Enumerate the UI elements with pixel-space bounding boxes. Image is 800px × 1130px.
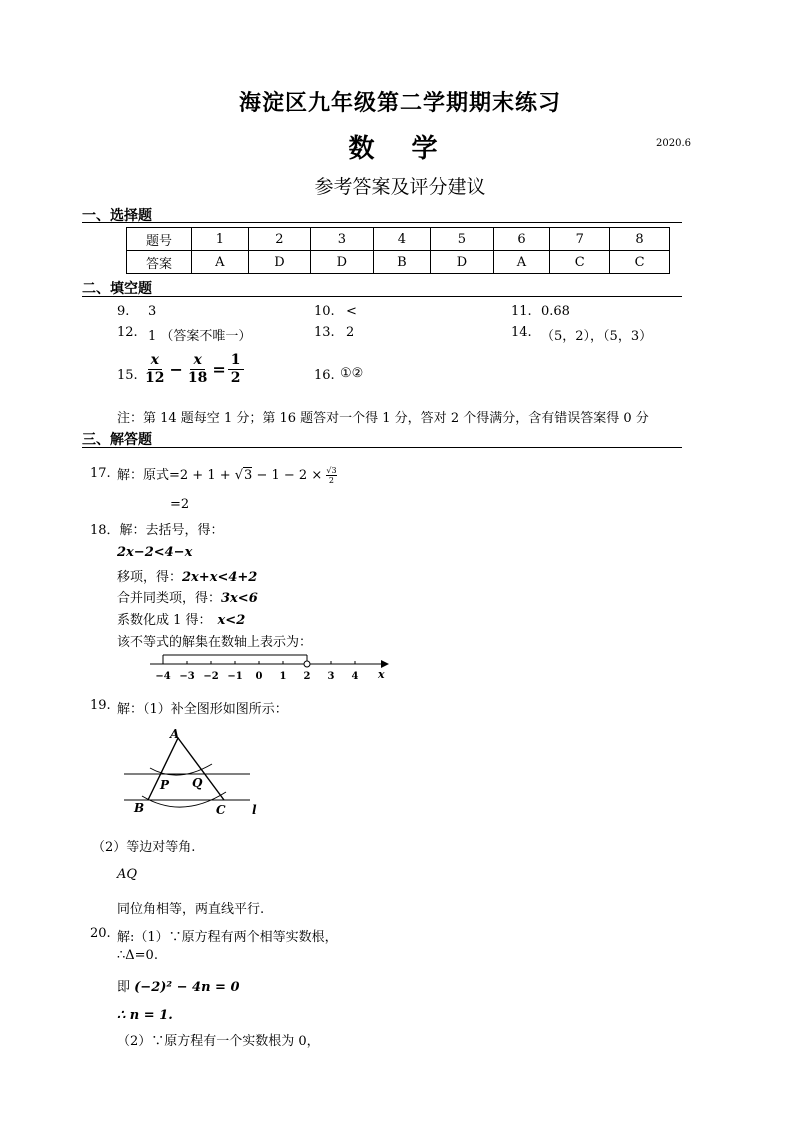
table-cell: D [311, 251, 373, 274]
point-label-p: P [160, 778, 170, 792]
solution-line: 该不等式的解集在数轴上表示为： [117, 635, 313, 650]
table-cell: 1 [192, 228, 249, 251]
problem-number: 20. [90, 926, 111, 941]
numerator: x [148, 352, 162, 370]
point-label-a: A [170, 727, 180, 741]
axis-label: x [378, 668, 385, 681]
solution-line: 解：（1）补全图形如图所示： [117, 702, 288, 717]
denominator: 2 [328, 476, 334, 485]
number-line-diagram [145, 652, 395, 688]
open-circle-point [304, 661, 310, 667]
question-number: 16. [314, 368, 335, 383]
solution-line: （2）等边对等角. [92, 840, 196, 855]
table-cell: 4 [373, 228, 431, 251]
equation: 2x−2<4−x [117, 545, 193, 560]
solution-line [117, 464, 337, 485]
table-cell: A [493, 251, 550, 274]
table-cell: D [431, 251, 493, 274]
step-label: 合并同类项，得： [117, 591, 222, 606]
solution-line [117, 587, 258, 606]
expression-part: 解：原式=2 + 1 + [117, 468, 235, 483]
fraction [185, 352, 210, 387]
subject-title: 数 学 [348, 134, 452, 164]
equation: (−2)² − 4n = 0 [134, 980, 240, 995]
problem-number: 17. [90, 466, 111, 481]
table-cell: 2 [248, 228, 310, 251]
solution-line: AQ [117, 867, 138, 882]
question-number: 14. [511, 325, 532, 340]
answer-text: 2 [346, 325, 355, 340]
table-cell: 6 [493, 228, 550, 251]
table-header-cell: 题号 [127, 228, 192, 251]
fraction-equation [140, 352, 246, 387]
fraction [142, 352, 167, 387]
number-line-tick-label: 4 [351, 671, 359, 682]
section-heading-choice: 一、选择题 [82, 208, 152, 224]
operator: = [212, 360, 226, 379]
solution-line: 同位角相等，两直线平行. [117, 902, 265, 917]
geometry-figure [120, 726, 260, 818]
equation: 3x<6 [221, 591, 258, 606]
section-heading-solutions: 三、解答题 [82, 432, 152, 448]
solution-line [117, 609, 245, 628]
table-row [127, 251, 670, 274]
scoring-note: 注：第 14 题每空 1 分；第 16 题答对一个得 1 分，答对 2 个得满分，含有错误答案得 0 分 [117, 411, 649, 426]
table-cell: 7 [550, 228, 610, 251]
table-cell: C [550, 251, 610, 274]
answer-table [126, 227, 670, 274]
operator: − [169, 360, 183, 379]
number-line-labels [155, 671, 358, 682]
numerator: √3 [326, 466, 337, 475]
solution-line: （2）∵原方程有一个实数根为 0， [117, 1034, 320, 1049]
radicand: 3 [244, 468, 253, 483]
construction-arc [150, 764, 212, 775]
fraction [228, 352, 244, 387]
table-cell: 8 [610, 228, 670, 251]
question-number: 11. [511, 304, 532, 319]
denominator: 2 [230, 370, 241, 386]
answer-text: < [346, 304, 357, 319]
point-label-c: C [216, 803, 226, 817]
denominator: 18 [187, 370, 208, 386]
radicand: 3 [331, 466, 337, 475]
problem-header: 18．解：去括号，得： [90, 523, 224, 538]
section-rule [82, 447, 682, 448]
section-rule [82, 296, 682, 297]
answer-text: ①② [340, 366, 364, 381]
table-cell: D [248, 251, 310, 274]
question-number: 9. [117, 304, 130, 319]
numerator: 1 [228, 352, 244, 370]
section-rule [82, 222, 682, 223]
question-number: 13. [314, 325, 335, 340]
section-heading-fill: 二、填空题 [82, 281, 152, 297]
step-label: 移项，得： [117, 570, 183, 585]
table-cell: C [610, 251, 670, 274]
solution-line: 解:（1）∵原方程有两个相等实数根， [117, 930, 338, 945]
line-label-l: l [252, 803, 257, 817]
answer-text: 1 （答案不唯一） [148, 329, 252, 344]
question-number: 12. [117, 325, 138, 340]
solution-line: =2 [170, 497, 190, 512]
number-line-tick-label: 1 [279, 671, 287, 682]
expression-part: − 1 − 2 × [252, 468, 327, 483]
number-line-tick-label: 3 [327, 671, 335, 682]
step-label: 即 [117, 980, 131, 995]
numerator: x [190, 352, 204, 370]
number-line-tick-label: −4 [155, 671, 171, 682]
sqrt-symbol: √ [234, 468, 244, 483]
table-row [127, 228, 670, 251]
number-line-tick-label: 2 [303, 671, 311, 682]
table-cell: 5 [431, 228, 493, 251]
table-cell: B [373, 251, 431, 274]
step-label: 系数化成 1 得： [117, 613, 212, 628]
equation: x<2 [217, 613, 246, 628]
equation: 2x+x<4+2 [182, 570, 258, 585]
solution-line: ∴Δ=0. [117, 948, 158, 963]
denominator: 12 [145, 370, 165, 386]
document-subtitle: 参考答案及评分建议 [314, 176, 486, 198]
number-line-tick-label: −3 [179, 671, 195, 682]
arrow-icon [381, 660, 389, 668]
document-title: 海淀区九年级第二学期期末练习 [238, 91, 561, 116]
question-number: 15. [117, 368, 138, 383]
number-line-tick-label: 0 [255, 671, 263, 682]
table-header-cell: 答案 [127, 251, 192, 274]
solution-line [117, 566, 257, 585]
question-number: 10. [314, 304, 335, 319]
solution-line [117, 976, 240, 995]
answer-text: （5，2），（5，3） [541, 329, 653, 344]
answer-text: 3 [148, 304, 157, 319]
point-label-q: Q [192, 776, 203, 790]
fraction [326, 466, 336, 485]
number-line-tick-label: −1 [227, 671, 243, 682]
number-line-tick-label: −2 [203, 671, 219, 682]
table-cell: 3 [311, 228, 373, 251]
exam-date: 2020.6 [656, 138, 691, 149]
problem-number: 19. [90, 698, 111, 713]
point-label-b: B [134, 801, 145, 815]
table-cell: A [192, 251, 249, 274]
answer-text: 0.68 [541, 304, 570, 319]
segment-ac [178, 738, 224, 800]
equation: ∴ n = 1. [117, 1008, 173, 1023]
